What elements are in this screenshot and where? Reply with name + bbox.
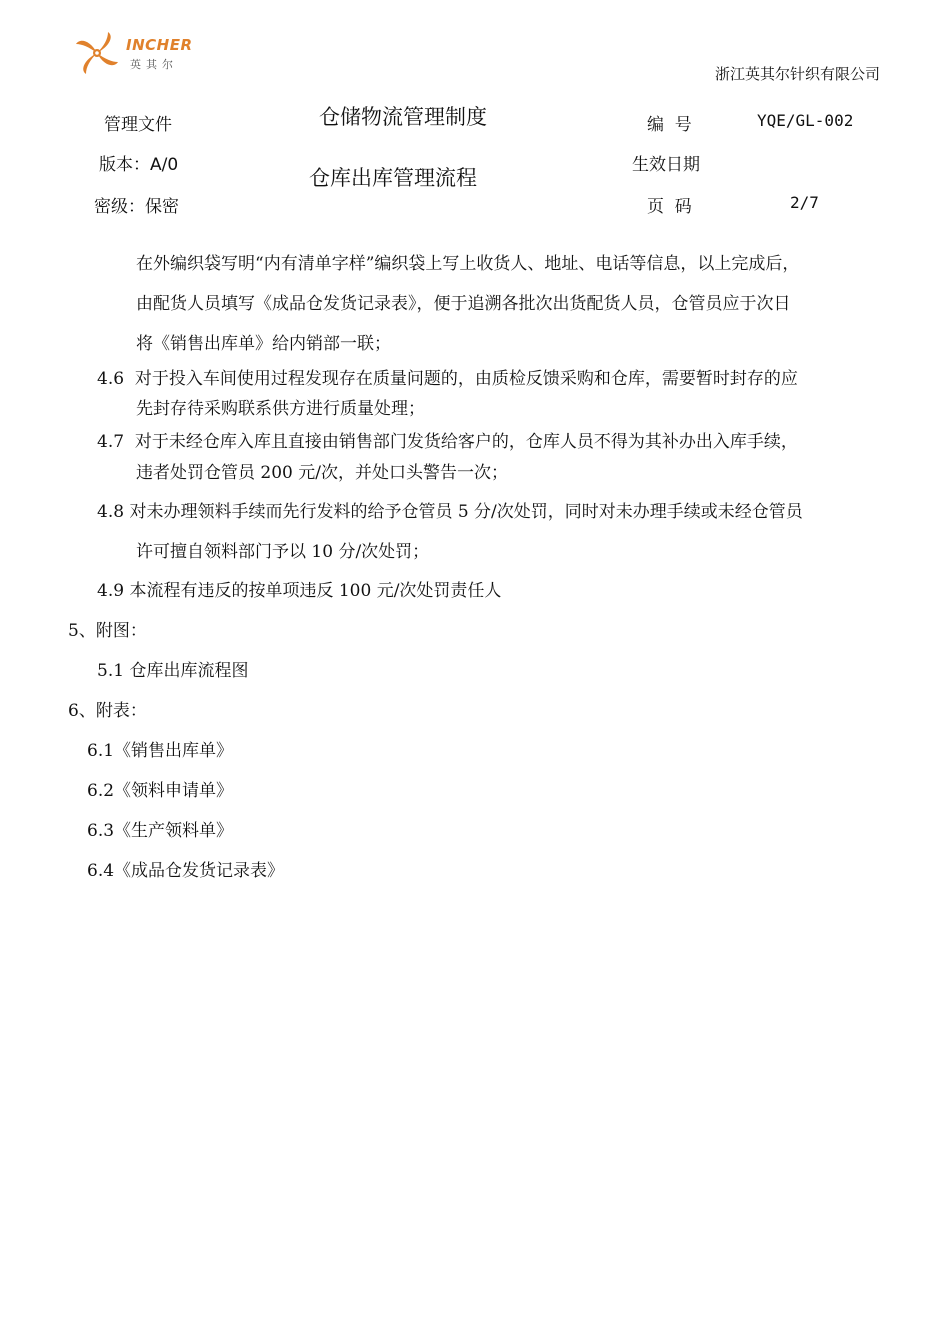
company-logo <box>72 30 202 78</box>
section-6-3: 6.3《生产领料单》 <box>87 821 234 841</box>
pinwheel-logo-icon <box>72 30 122 76</box>
section-6-1: 6.1《销售出库单》 <box>87 741 234 761</box>
paragraph-line: 将《销售出库单》给内销部一联； <box>136 334 391 354</box>
paragraph-line: 在外编织袋写明“内有清单字样”编织袋上写上收货人、地址、电话等信息，以上完成后， <box>136 254 800 274</box>
clause-4-6-cont: 先封存待采购联系供方进行质量处理； <box>136 399 425 419</box>
doc-version: 版本：A/0 <box>99 155 179 175</box>
clause-4-6: 4.6 对于投入车间使用过程发现存在质量问题的，由质检反馈采购和仓库，需要暂时封存的应 <box>97 369 798 389</box>
doc-type: 管理文件 <box>104 115 172 135</box>
doc-secrecy: 密级：保密 <box>94 197 179 217</box>
logo-text-en: INCHER <box>126 36 193 54</box>
clause-4-8: 4.8 对未办理领料手续而先行发料的给予仓管员 5 分/次处罚，同时对未办理手续或未经仓管员 <box>97 502 803 522</box>
clause-4-7: 4.7 对于未经仓库入库且直接由销售部门发货给客户的，仓库人员不得为其补办出入库手续， <box>97 432 798 452</box>
paragraph-line: 由配货人员填写《成品仓发货记录表》，便于追溯各批次出货配货人员，仓管员应于次日 <box>136 294 791 314</box>
page-label: 页 码 <box>647 197 692 217</box>
page-value: 2/7 <box>790 193 819 212</box>
section-6-4: 6.4《成品仓发货记录表》 <box>87 861 285 881</box>
section-6-2: 6.2《领料申请单》 <box>87 781 234 801</box>
doc-number-value: YQE/GL-002 <box>757 111 854 130</box>
clause-4-9: 4.9 本流程有违反的按单项违反 100 元/次处罚责任人 <box>97 581 502 601</box>
doc-number-label: 编 号 <box>647 115 692 135</box>
section-6-heading: 6、附表： <box>68 701 147 721</box>
logo-text-cn: 英其尔 <box>130 58 178 71</box>
doc-subtitle: 仓库出库管理流程 <box>309 166 477 190</box>
section-5-1: 5.1 仓库出库流程图 <box>97 661 249 681</box>
doc-title: 仓储物流管理制度 <box>319 105 487 129</box>
effective-date-label: 生效日期 <box>632 155 700 175</box>
section-5-heading: 5、附图： <box>68 621 147 641</box>
clause-4-8-cont: 许可擅自领料部门予以 10 分/次处罚； <box>136 542 430 562</box>
clause-4-7-cont: 违者处罚仓管员 200 元/次，并处口头警告一次； <box>136 463 508 483</box>
company-name: 浙江英其尔针织有限公司 <box>714 65 880 83</box>
